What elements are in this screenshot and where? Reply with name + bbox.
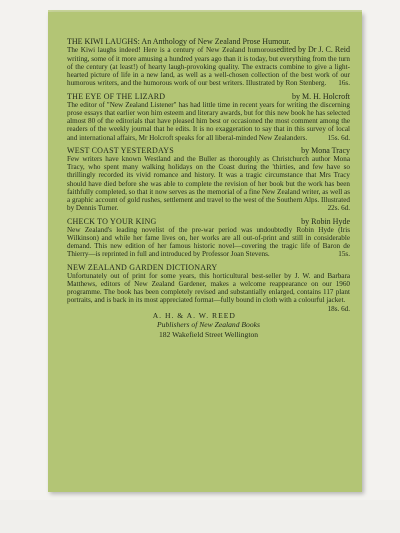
entry-title: THE EYE OF THE LIZARD xyxy=(67,91,166,101)
publisher-address: 182 Wakefield Street Wellington xyxy=(158,329,259,339)
entry-price: 18s. 6d. xyxy=(327,304,350,313)
entry-check-to-your-king xyxy=(67,217,350,259)
entry-garden-dictionary xyxy=(67,262,350,313)
entry-description: The editor of "New Zealand Listener" has had little time in recent years for writing the discerning prose essays that earlier won him esteem and literary awards, but for this new book he has selected almost 80 of the editorials that have pleased him best or occasioned the most comment among the readers of the weekly journal that he edits. It is no exaggeration to say that in this survey of local and international affairs, Mr Holcroft speaks for all liberal-minded New Zealanders. xyxy=(67,100,350,142)
entry-price: 16s. xyxy=(338,79,350,88)
entry-author: by Robin Hyde xyxy=(301,216,350,226)
entry-kiwi-laughs xyxy=(67,38,350,88)
entry-price: 15s. 6d. xyxy=(327,133,350,142)
background-surface xyxy=(0,500,400,533)
entry-subtitle: An Anthology of New Zealand Prose Humour. xyxy=(139,37,291,46)
entry-title: WEST COAST YESTERDAYS xyxy=(67,145,174,155)
entry-author: by Mona Tracy xyxy=(301,145,350,155)
entry-eye-of-the-lizard xyxy=(67,92,350,142)
entry-price: 15s. xyxy=(338,250,350,259)
entry-title: NEW ZEALAND GARDEN DICTIONARY xyxy=(67,262,218,272)
cover-text-block xyxy=(67,38,350,339)
entry-title: THE KIWI LAUGHS: xyxy=(67,37,140,46)
book-back-cover xyxy=(48,12,362,492)
entry-price: 22s. 6d. xyxy=(327,204,350,213)
publisher-name: A. H. & A. W. REED xyxy=(152,310,236,320)
entry-description: Unfortunately out of print for some years, this horticultural best-seller by J. W. and Barbara Matthews, editors of New Zealand Gardener, makes a welcome reappearance on our 1960 programme. The book has been completely revised and substantially enlarged, contains 117 plant portraits, and is back in its most appreciated format—fully bound in cloth with a colourful jacket. xyxy=(67,271,350,305)
entry-description: Few writers have known Westland and the Buller as thoroughly as Christchurch author Mona Tracy, who spent many walking holidays on the Coast during the 'thirties, and few have so thrillingly recorded its vivid romance and history. It was a tragic circumstance that Mrs Tracy should have died before she was able to complete the revision of her book but the work has been faithfully completed, so that it now serves as the memorial of a fine New Zealand writer, as well as a graphic account of gold rushes, settlement and travel to the west of the Southern Alps. Illustrated by Dennis Turner. xyxy=(67,154,350,213)
entry-description: The Kiwi laughs indeed! Here is a century of New Zealand humorous writing, some of it more amusing a hundred years ago than it is today, but everything from the turn of the century (at least!) of hearty laugh-provoking quality. The extracts combine to give a light-hearted picture of life in a new land, as well as a well-chosen collection of the best work of our humorous writers, and the humorous work of our best writers. Illustrated by Ron Stenberg. xyxy=(67,46,350,88)
entry-west-coast-yesterdays xyxy=(67,146,350,213)
publisher-imprint xyxy=(67,311,350,340)
entry-description: New Zealand's leading novelist of the pre-war period was undoubtedly Robin Hyde (Iris Wilkinson) and while her fame lives on, her works are all out-of-print and still in considerable demand. This new edition of her famous historic novel—covering the tragic life of Baron de Thierry—is reprinted in full and introduced by Professor Joan Stevens. xyxy=(67,225,350,259)
entry-title: CHECK TO YOUR KING xyxy=(67,216,157,226)
publisher-tagline: Publishers of New Zealand Books xyxy=(157,320,260,329)
entry-author: by M. H. Holcroft xyxy=(292,91,350,101)
entry-author: edited by Dr J. C. Reid xyxy=(276,45,350,55)
